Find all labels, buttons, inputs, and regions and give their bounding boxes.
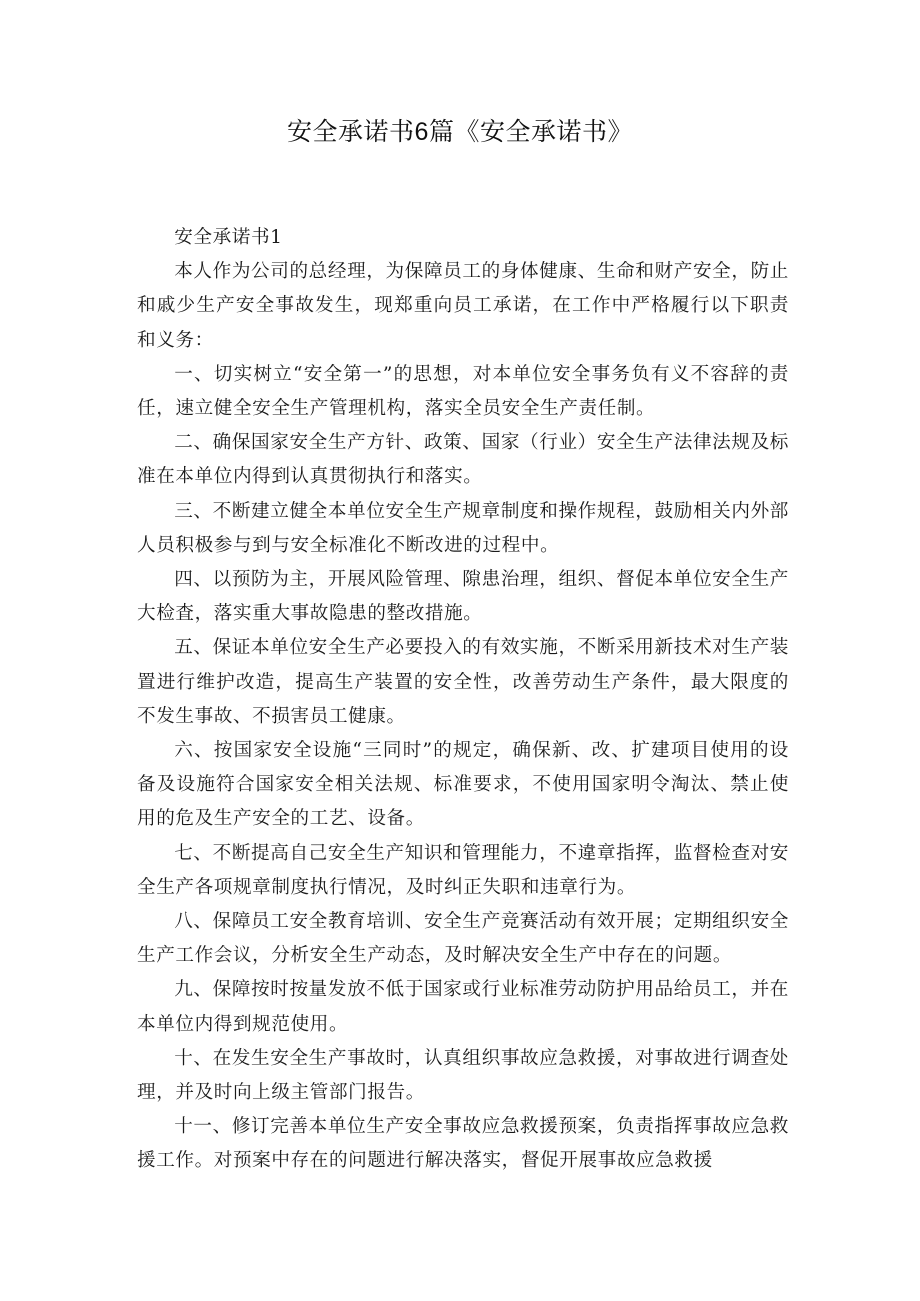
document-title: 安全承诺书6篇《安全承诺书》 <box>287 118 633 146</box>
paragraph-item-6: 六、按国家安全设施“三同时”的规定，确保新、改、扩建项目使用的设备及设施符合国家安全相关法规、标准要求，不使用国家明令淘汰、禁止使用的危及生产安全的工艺、设备。 <box>137 740 789 830</box>
paragraph-item-1: 一、切实树立“安全第一”的思想，对本单位安全事务负有义不容辞的责任，速立健全安全生产管理机构，落实全员安全生产责任制。 <box>137 363 789 420</box>
paragraph-item-3: 三、不断建立健全本单位安全生产规章制度和操作规程，鼓励相关内外部人员积极参与到与安全标准化不断改进的过程中。 <box>137 500 789 556</box>
section-heading: 安全承诺书1 <box>174 227 283 248</box>
paragraph-item-4: 四、以预防为主，开展风险管理、隙患治理，组织、督促本单位安全生产大检査，落实重大事故隐患的整改措施。 <box>137 569 789 625</box>
document-body <box>137 221 789 1179</box>
paragraph-item-11: 十一、修订完善本单位生产安全事故应急救援预案，负责指挥事故应急救援工作。对预案中存在的问题进行解决落实，督促开展事故应急救援 <box>137 1116 789 1172</box>
paragraph-item-5: 五、保证本单位安全生产必要投入的有效实施，不断采用新技术对生产装置进行维护改造，提高生产装置的安全性，改善劳动生产条件，最大限度的不发生事故、不损害员工健康。 <box>137 637 789 727</box>
paragraph-item-10: 十、在发生安全生产事故时，认真组织事故应急救援，对事故进行调查处理，并及时向上级主管部门报告。 <box>137 1047 789 1104</box>
paragraph-item-8: 八、保障员工安全教育培训、安全生产竞赛活动有效开展；定期组织安全生产工作会议，分析安全生产动态，及时解决安全生产中存在的问题。 <box>137 911 789 967</box>
paragraph-item-9: 九、保障按时按量发放不低于国家或行业标准劳动防护用品给员工，并在本单位内得到规范使用。 <box>137 979 789 1035</box>
paragraph-item-2: 二、确保国家安全生产方针、政策、国家（行业）安全生产法律法规及标准在本单位内得到认真贯彻执行和落实。 <box>137 432 789 488</box>
paragraph-intro: 本人作为公司的总经理，为保障员工的身体健康、生命和财产安全，防止和戚少生产安全事故发生，现郑重向员工承诺，在工作中严格履行以下职责和义务： <box>137 261 789 351</box>
paragraph-item-7: 七、不断提高自己安全生产知识和管理能力，不違章指挥，监督检查对安全生产各项规章制度执行情况，及时纠正失职和违章行为。 <box>137 842 789 898</box>
